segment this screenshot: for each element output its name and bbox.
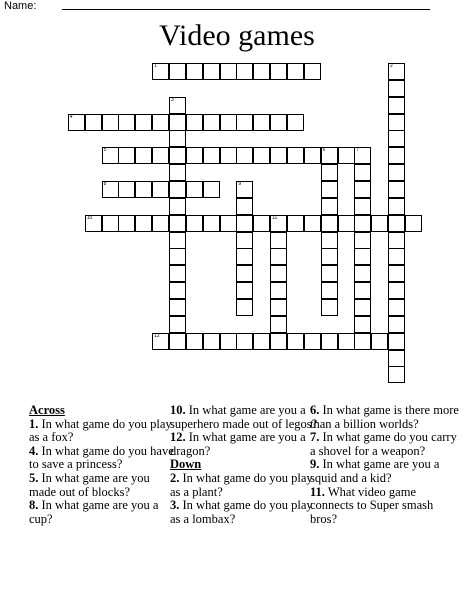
grid-cell[interactable] bbox=[236, 114, 253, 131]
grid-cell[interactable] bbox=[354, 248, 371, 265]
grid-cell[interactable] bbox=[169, 232, 186, 249]
grid-cell[interactable] bbox=[169, 316, 186, 333]
grid-cell[interactable] bbox=[388, 350, 405, 367]
grid-cell[interactable] bbox=[388, 198, 405, 215]
grid-cell[interactable] bbox=[68, 114, 85, 131]
grid-cell[interactable] bbox=[236, 147, 253, 164]
grid-cell[interactable] bbox=[287, 63, 304, 80]
grid-cell[interactable] bbox=[102, 215, 119, 232]
across-heading: Across bbox=[29, 403, 65, 417]
grid-cell[interactable] bbox=[304, 147, 321, 164]
grid-cell[interactable] bbox=[236, 63, 253, 80]
grid-cell[interactable] bbox=[203, 333, 220, 350]
grid-cell[interactable] bbox=[270, 63, 287, 80]
grid-cell[interactable] bbox=[304, 63, 321, 80]
grid-cell[interactable] bbox=[236, 198, 253, 215]
grid-cell[interactable] bbox=[388, 164, 405, 181]
grid-cell[interactable] bbox=[169, 282, 186, 299]
grid-cell[interactable] bbox=[152, 215, 169, 232]
grid-cell[interactable] bbox=[135, 147, 152, 164]
grid-cell[interactable] bbox=[152, 333, 169, 350]
grid-cell[interactable] bbox=[203, 181, 220, 198]
grid-cell[interactable] bbox=[321, 198, 338, 215]
grid-cell[interactable] bbox=[186, 63, 203, 80]
grid-cell[interactable] bbox=[270, 215, 287, 232]
grid-cell[interactable] bbox=[253, 114, 270, 131]
grid-cell[interactable] bbox=[354, 282, 371, 299]
grid-clue-number: 9 bbox=[238, 181, 242, 187]
grid-cell[interactable] bbox=[253, 63, 270, 80]
grid-cell[interactable] bbox=[388, 299, 405, 316]
grid-cell[interactable] bbox=[135, 181, 152, 198]
grid-cell[interactable] bbox=[169, 114, 186, 131]
grid-cell[interactable] bbox=[371, 333, 388, 350]
grid-cell[interactable] bbox=[354, 299, 371, 316]
grid-cell[interactable] bbox=[203, 63, 220, 80]
grid-cell[interactable] bbox=[304, 215, 321, 232]
clue-down-2: 2. In what game do you play as a plant? bbox=[170, 470, 313, 499]
page-title: Video games bbox=[159, 19, 315, 52]
grid-cell[interactable] bbox=[270, 299, 287, 316]
clue-across-1: 1. In what game do you play as a fox? bbox=[29, 416, 172, 445]
grid-clue-number: 4 bbox=[69, 113, 73, 120]
grid-cell[interactable] bbox=[118, 215, 135, 232]
grid-cell[interactable] bbox=[203, 114, 220, 131]
clue-across-5: 5. In what game are you made out of blocks? bbox=[29, 470, 150, 499]
grid-cell[interactable] bbox=[169, 198, 186, 215]
grid-cell[interactable] bbox=[371, 215, 388, 232]
grid-cell[interactable] bbox=[85, 215, 102, 232]
grid-cell[interactable] bbox=[388, 366, 405, 383]
grid-cell[interactable] bbox=[85, 114, 102, 131]
grid-cell[interactable] bbox=[388, 114, 405, 131]
grid-cell[interactable] bbox=[186, 147, 203, 164]
grid-cell[interactable] bbox=[169, 97, 186, 114]
clue-down-7: 7. In what game do you carry a shovel for a weapon? bbox=[310, 430, 457, 458]
grid-clue-number: 12 bbox=[154, 332, 160, 339]
grid-cell[interactable] bbox=[220, 215, 237, 232]
grid-cell[interactable] bbox=[203, 147, 220, 164]
grid-cell[interactable] bbox=[253, 333, 270, 350]
grid-cell[interactable] bbox=[220, 333, 237, 350]
grid-cell[interactable] bbox=[118, 181, 135, 198]
grid-cell[interactable] bbox=[338, 333, 355, 350]
grid-cell[interactable] bbox=[270, 282, 287, 299]
grid-cell[interactable] bbox=[321, 181, 338, 198]
grid-cell[interactable] bbox=[270, 248, 287, 265]
grid-cell[interactable] bbox=[388, 80, 405, 97]
grid-cell[interactable] bbox=[354, 147, 371, 164]
grid-cell[interactable] bbox=[236, 215, 253, 232]
grid-cell[interactable] bbox=[354, 215, 371, 232]
grid-cell[interactable] bbox=[321, 265, 338, 282]
clue-down-3: 3. In what game do you play as a lombax? bbox=[170, 498, 313, 526]
grid-cell[interactable] bbox=[287, 147, 304, 164]
grid-cell[interactable] bbox=[236, 232, 253, 249]
grid-cell[interactable] bbox=[321, 215, 338, 232]
grid-cell[interactable] bbox=[287, 215, 304, 232]
grid-cell[interactable] bbox=[169, 248, 186, 265]
grid-cell[interactable] bbox=[388, 130, 405, 147]
grid-cell[interactable] bbox=[270, 333, 287, 350]
clue-across-8: 8. In what game are you a cup? bbox=[29, 498, 159, 526]
grid-cell[interactable] bbox=[270, 316, 287, 333]
grid-cell[interactable] bbox=[338, 147, 355, 164]
grid-cell[interactable] bbox=[270, 265, 287, 282]
grid-cell[interactable] bbox=[169, 265, 186, 282]
grid-cell[interactable] bbox=[304, 333, 321, 350]
grid-cell[interactable] bbox=[354, 333, 371, 350]
clue-across-4: 4. In what game do you have to save a princess? bbox=[29, 443, 174, 472]
grid-cell[interactable] bbox=[321, 248, 338, 265]
grid-clue-number: 3 bbox=[171, 96, 174, 103]
grid-cell[interactable] bbox=[169, 299, 186, 316]
name-label: Name: bbox=[4, 0, 37, 12]
grid-cell[interactable] bbox=[321, 333, 338, 350]
grid-cell[interactable] bbox=[405, 215, 422, 232]
grid-cell[interactable] bbox=[152, 147, 169, 164]
grid-cell[interactable] bbox=[236, 248, 253, 265]
grid-clue-number: 7 bbox=[356, 147, 360, 154]
grid-cell[interactable] bbox=[186, 333, 203, 350]
grid-cell[interactable] bbox=[354, 316, 371, 333]
grid-cell[interactable] bbox=[169, 333, 186, 350]
grid-cell[interactable] bbox=[169, 215, 186, 232]
grid-cell[interactable] bbox=[287, 114, 304, 131]
grid-cell[interactable] bbox=[287, 333, 304, 350]
grid-cell[interactable] bbox=[388, 181, 405, 198]
grid-cell[interactable] bbox=[253, 215, 270, 232]
grid-cell[interactable] bbox=[354, 164, 371, 181]
grid-cell[interactable] bbox=[102, 114, 119, 131]
grid-clue-number: 1 bbox=[154, 63, 157, 69]
grid-cell[interactable] bbox=[236, 181, 253, 198]
grid-cell[interactable] bbox=[220, 114, 237, 131]
clues-column-3 bbox=[310, 404, 460, 526]
grid-cell[interactable] bbox=[118, 147, 135, 164]
clue-across-10: 10. In what game are you a superhero made out of legos? bbox=[170, 403, 318, 431]
grid-cell[interactable] bbox=[220, 63, 237, 80]
grid-cell[interactable] bbox=[169, 164, 186, 181]
grid-cell[interactable] bbox=[220, 147, 237, 164]
grid-cell[interactable] bbox=[388, 248, 405, 265]
clues-column-1 bbox=[29, 404, 179, 526]
grid-cell[interactable] bbox=[102, 181, 119, 198]
grid-cell[interactable] bbox=[321, 164, 338, 181]
grid-cell[interactable] bbox=[388, 333, 405, 350]
grid-cell[interactable] bbox=[169, 63, 186, 80]
grid-cell[interactable] bbox=[152, 181, 169, 198]
grid-cell[interactable] bbox=[321, 147, 338, 164]
grid-cell[interactable] bbox=[388, 265, 405, 282]
grid-clue-number: 5 bbox=[103, 147, 107, 154]
grid-cell[interactable] bbox=[388, 147, 405, 164]
grid-cell[interactable] bbox=[354, 181, 371, 198]
clue-down-11: 11. What video game connects to Super smash bros? bbox=[310, 484, 434, 526]
grid-cell[interactable] bbox=[388, 97, 405, 114]
grid-clue-number: 6 bbox=[322, 147, 326, 154]
grid-cell[interactable] bbox=[253, 147, 270, 164]
grid-cell[interactable] bbox=[321, 299, 338, 316]
grid-cell[interactable] bbox=[118, 114, 135, 131]
grid-cell[interactable] bbox=[354, 265, 371, 282]
grid-cell[interactable] bbox=[354, 198, 371, 215]
grid-cell[interactable] bbox=[321, 282, 338, 299]
grid-clue-number: 11 bbox=[272, 214, 278, 221]
grid-cell[interactable] bbox=[169, 181, 186, 198]
grid-cell[interactable] bbox=[321, 232, 338, 249]
grid-cell[interactable] bbox=[169, 130, 186, 147]
grid-cell[interactable] bbox=[236, 299, 253, 316]
grid-cell[interactable] bbox=[388, 282, 405, 299]
clues-column-2 bbox=[170, 404, 320, 526]
grid-cell[interactable] bbox=[135, 215, 152, 232]
grid-cell[interactable] bbox=[152, 63, 169, 80]
grid-cell[interactable] bbox=[135, 114, 152, 131]
clue-down-6: 6. In what game is there more than a billion worlds? bbox=[310, 403, 459, 431]
grid-cell[interactable] bbox=[388, 215, 405, 232]
grid-clue-number: 10 bbox=[86, 214, 93, 221]
grid-cell[interactable] bbox=[236, 265, 253, 282]
grid-cell[interactable] bbox=[236, 333, 253, 350]
grid-cell[interactable] bbox=[152, 114, 169, 131]
grid-cell[interactable] bbox=[270, 147, 287, 164]
grid-cell[interactable] bbox=[102, 147, 119, 164]
grid-cell[interactable] bbox=[203, 215, 220, 232]
grid-cell[interactable] bbox=[270, 232, 287, 249]
grid-clue-number: 2 bbox=[390, 63, 393, 69]
clue-down-9: 9. In what game are you a squid and a kid? bbox=[310, 457, 440, 485]
grid-cell[interactable] bbox=[186, 114, 203, 131]
grid-cell[interactable] bbox=[169, 147, 186, 164]
clue-across-12: 12. In what game are you a dragon? bbox=[170, 430, 306, 458]
grid-cell[interactable] bbox=[338, 215, 355, 232]
grid-clue-number: 8 bbox=[103, 181, 107, 187]
grid-cell[interactable] bbox=[270, 114, 287, 131]
down-heading: Down bbox=[170, 457, 202, 472]
grid-cell[interactable] bbox=[388, 63, 405, 80]
grid-cell[interactable] bbox=[388, 316, 405, 333]
grid-cell[interactable] bbox=[186, 215, 203, 232]
grid-cell[interactable] bbox=[388, 232, 405, 249]
grid-cell[interactable] bbox=[354, 232, 371, 249]
grid-cell[interactable] bbox=[236, 282, 253, 299]
grid-cell[interactable] bbox=[186, 181, 203, 198]
